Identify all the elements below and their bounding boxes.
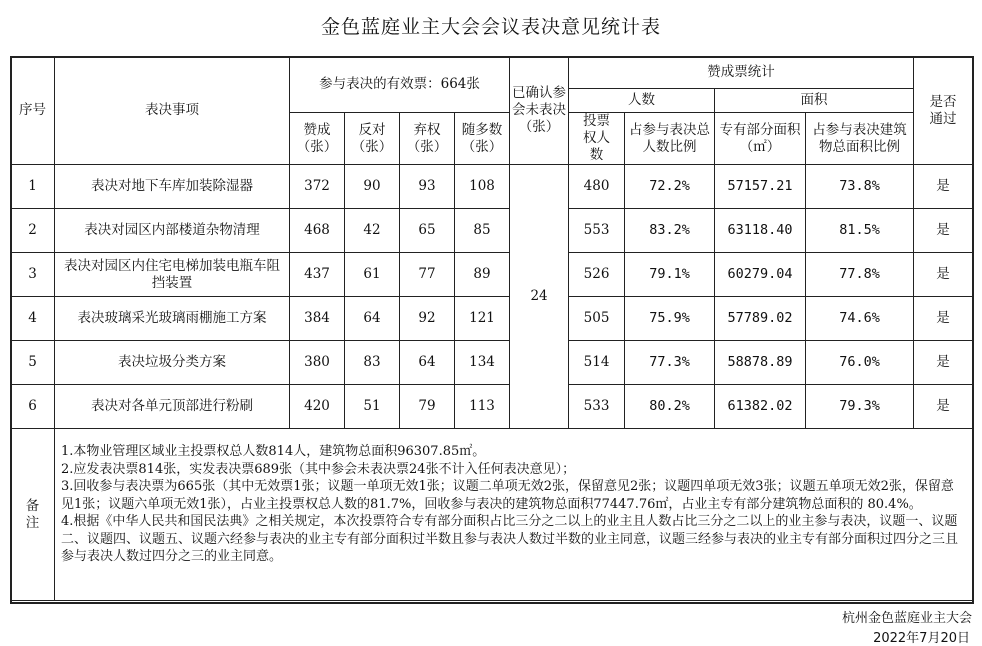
cell-oppose: 42 bbox=[345, 209, 400, 253]
cell-voters: 514 bbox=[569, 341, 625, 385]
cell-area: 63118.40 bbox=[715, 209, 806, 253]
cell-approve: 380 bbox=[290, 341, 345, 385]
cell-no: 4 bbox=[11, 297, 55, 341]
header-abstain: 弃权（张） bbox=[400, 113, 455, 165]
cell-majority: 121 bbox=[455, 297, 510, 341]
cell-item: 表决玻璃采光玻璃雨棚施工方案 bbox=[55, 297, 290, 341]
cell-voters: 526 bbox=[569, 253, 625, 297]
footer-org: 杭州金色蓝庭业主大会 bbox=[841, 611, 972, 626]
cell-area-ratio: 79.3% bbox=[806, 385, 914, 429]
note-item: 2.应发表决票814张，实发表决票689张（其中参会未表决票24张不计入任何表决意见）； bbox=[61, 461, 576, 477]
cell-passed: 是 bbox=[914, 165, 973, 209]
cell-voters: 533 bbox=[569, 385, 625, 429]
header-voter-ratio: 占参与表决总人数比例 bbox=[625, 113, 715, 165]
header-effective-votes: 参与表决的有效票：664张 bbox=[290, 57, 510, 113]
cell-item: 表决对园区内部楼道杂物清理 bbox=[55, 209, 290, 253]
table-row bbox=[11, 165, 973, 209]
header-majority: 随多数（张） bbox=[455, 113, 510, 165]
header-passed: 是否通过 bbox=[914, 57, 973, 165]
cell-voter-ratio: 83.2% bbox=[625, 209, 715, 253]
cell-item: 表决对地下车库加装除湿器 bbox=[55, 165, 290, 209]
cell-approve: 384 bbox=[290, 297, 345, 341]
cell-oppose: 61 bbox=[345, 253, 400, 297]
cell-approve: 420 bbox=[290, 385, 345, 429]
cell-oppose: 83 bbox=[345, 341, 400, 385]
header-item: 表决事项 bbox=[55, 57, 290, 165]
cell-passed: 是 bbox=[914, 341, 973, 385]
header-voter-count: 投票权人数 bbox=[569, 113, 625, 165]
cell-voters: 553 bbox=[569, 209, 625, 253]
table-row bbox=[11, 297, 973, 341]
cell-majority: 89 bbox=[455, 253, 510, 297]
cell-no: 5 bbox=[11, 341, 55, 385]
cell-oppose: 64 bbox=[345, 297, 400, 341]
cell-area-ratio: 73.8% bbox=[806, 165, 914, 209]
cell-voter-ratio: 77.3% bbox=[625, 341, 715, 385]
notes-content bbox=[55, 429, 973, 601]
cell-area-ratio: 81.5% bbox=[806, 209, 914, 253]
cell-abstain: 64 bbox=[400, 341, 455, 385]
cell-majority: 134 bbox=[455, 341, 510, 385]
table-row bbox=[11, 253, 973, 297]
cell-majority: 113 bbox=[455, 385, 510, 429]
cell-area-ratio: 74.6% bbox=[806, 297, 914, 341]
cell-area: 57157.21 bbox=[715, 165, 806, 209]
cell-area: 60279.04 bbox=[715, 253, 806, 297]
cell-passed: 是 bbox=[914, 209, 973, 253]
cell-area-ratio: 77.8% bbox=[806, 253, 914, 297]
cell-majority: 85 bbox=[455, 209, 510, 253]
cell-no: 3 bbox=[11, 253, 55, 297]
header-seq: 序号 bbox=[11, 57, 55, 165]
page-title: 金色蓝庭业主大会会议表决意见统计表 bbox=[320, 16, 661, 38]
table-row bbox=[11, 341, 973, 385]
table-row bbox=[11, 209, 973, 253]
cell-voters: 505 bbox=[569, 297, 625, 341]
cell-area: 57789.02 bbox=[715, 297, 806, 341]
note-item: 4.根据《中华人民共和国民法典》之相关规定，本次投票符合专有部分面积占比三分之二以上的业主且人数占比三分之二以上的业主参与表决，议题一、议题二、议题四、议题五、议题六经参与表决的业主专有部分面积过半数且参与表决人数过半数的业主同意，议题三经参与表决的业主专有部分面积过四分之三且参与表决人数过四分之三的业主同意。 bbox=[61, 514, 959, 564]
cell-passed: 是 bbox=[914, 385, 973, 429]
cell-no: 1 bbox=[11, 165, 55, 209]
cell-passed: 是 bbox=[914, 253, 973, 297]
cell-abstain: 77 bbox=[400, 253, 455, 297]
notes-label: 备注 bbox=[11, 429, 55, 601]
cell-abstain: 79 bbox=[400, 385, 455, 429]
footer-date: 2022年7月20日 bbox=[873, 631, 970, 646]
cell-approve: 437 bbox=[290, 253, 345, 297]
cell-abstain: 92 bbox=[400, 297, 455, 341]
cell-passed: 是 bbox=[914, 297, 973, 341]
cell-approve: 468 bbox=[290, 209, 345, 253]
cell-abstain: 65 bbox=[400, 209, 455, 253]
header-area: 面积 bbox=[715, 89, 914, 113]
vote-statistics-table bbox=[10, 56, 973, 601]
cell-item: 表决对园区内住宅电梯加装电瓶车阻挡装置 bbox=[55, 253, 290, 297]
header-people: 人数 bbox=[569, 89, 715, 113]
cell-confirmed-absent: 24 bbox=[510, 165, 569, 429]
header-private-area: 专有部分面积（㎡） bbox=[715, 113, 806, 165]
cell-oppose: 51 bbox=[345, 385, 400, 429]
cell-majority: 108 bbox=[455, 165, 510, 209]
cell-approve: 372 bbox=[290, 165, 345, 209]
cell-no: 2 bbox=[11, 209, 55, 253]
note-item: 3.回收参与表决票为665张（其中无效票1张；议题一单项无效1张；议题二单项无效2张，保留意见2张；议题四单项无效3张；议题五单项无效2张，保留意见1张；议题六单项无效1张），占业主投票权总人数的81.7%，回收参与表决的建筑物总面积77447.76㎡，占业主专有部分建筑物总面积的 80.4%。 bbox=[61, 479, 954, 512]
cell-item: 表决对各单元顶部进行粉刷 bbox=[55, 385, 290, 429]
notes-row bbox=[11, 429, 973, 601]
header-area-ratio: 占参与表决建筑物总面积比例 bbox=[806, 113, 914, 165]
header-confirmed-absent: 已确认参会未表决（张） bbox=[510, 57, 569, 165]
cell-voter-ratio: 75.9% bbox=[625, 297, 715, 341]
cell-oppose: 90 bbox=[345, 165, 400, 209]
cell-no: 6 bbox=[11, 385, 55, 429]
header-approval-stats: 赞成票统计 bbox=[569, 57, 914, 89]
cell-area: 58878.89 bbox=[715, 341, 806, 385]
cell-item: 表决垃圾分类方案 bbox=[55, 341, 290, 385]
cell-abstain: 93 bbox=[400, 165, 455, 209]
cell-area-ratio: 76.0% bbox=[806, 341, 914, 385]
cell-voters: 480 bbox=[569, 165, 625, 209]
cell-voter-ratio: 80.2% bbox=[625, 385, 715, 429]
note-item: 1.本物业管理区域业主投票权总人数814人，建筑物总面积96307.85㎡。 bbox=[61, 444, 486, 459]
cell-area: 61382.02 bbox=[715, 385, 806, 429]
header-oppose: 反对（张） bbox=[345, 113, 400, 165]
header-approve: 赞成（张） bbox=[290, 113, 345, 165]
cell-voter-ratio: 79.1% bbox=[625, 253, 715, 297]
table-row bbox=[11, 385, 973, 429]
cell-voter-ratio: 72.2% bbox=[625, 165, 715, 209]
